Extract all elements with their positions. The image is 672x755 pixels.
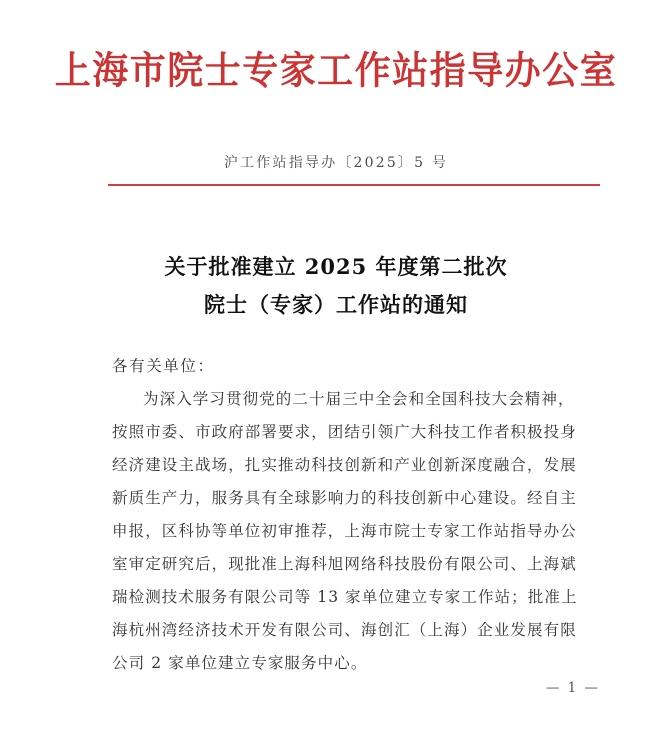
document-number: 沪工作站指导办〔2025〕5 号 (223, 155, 449, 171)
document-title (0, 248, 672, 324)
body-line: 室审定研究后，现批准上海科旭网络科技股份有限公司、上海斌 (112, 555, 577, 573)
agency-title: 上海市院士专家工作站指导办公室 (54, 48, 618, 94)
body-line: 新质生产力，服务具有全球影响力的科技创新中心建设。经自主 (112, 489, 577, 507)
body-line: 海杭州湾经济技术开发有限公司、海创汇（上海）企业发展有限 (112, 621, 577, 639)
red-separator-rule (108, 184, 600, 186)
document-title-line-1: 关于批准建立 2025 年度第二批次 (164, 254, 508, 279)
body-line: 按照市委、市政府部署要求，团结引领广大科技工作者积极投身 (112, 423, 577, 441)
document-body (112, 350, 582, 680)
masthead (0, 48, 672, 94)
body-line: 公司 2 家单位建立专家服务中心。 (112, 654, 368, 672)
page-number: — 1 — (545, 680, 600, 696)
document-title-line-2: 院士（专家）工作站的通知 (204, 292, 468, 317)
body-line: 申报，区科协等单位初审推荐，上海市院士专家工作站指导办公 (112, 522, 577, 540)
body-line: 瑞检测技术服务有限公司等 13 家单位建立专家工作站；批准上 (112, 588, 578, 606)
body-line: 经济建设主战场，扎实推动科技创新和产业创新深度融合，发展 (112, 456, 577, 474)
salutation: 各有关单位： (112, 357, 215, 375)
body-line: 为深入学习贯彻党的二十届三中全会和全国科技大会精神， (143, 390, 575, 408)
document-number-row (0, 152, 672, 173)
